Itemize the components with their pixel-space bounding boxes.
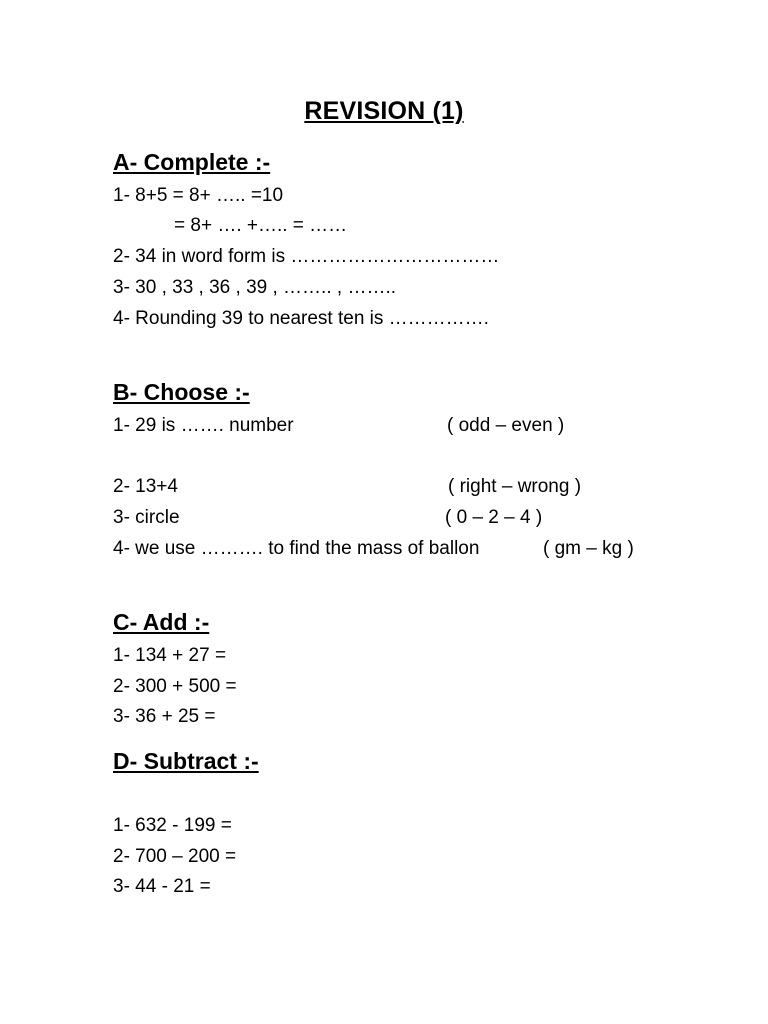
section-b-options-1: ( odd – even ) [447, 415, 565, 436]
section-a-line-2: 2- 34 in word form is …………………………… [113, 246, 500, 267]
section-c-line-1: 1- 134 + 27 = [113, 645, 227, 666]
section-a-line-1-continued: = 8+ …. +….. = …… [174, 215, 348, 236]
page-title: REVISION (1) [304, 97, 464, 125]
section-b-question-4: 4- we use ………. to find the mass of ballon [113, 538, 480, 559]
section-c-line-2: 2- 300 + 500 = [113, 676, 237, 697]
section-b-options-2: ( right – wrong ) [448, 476, 582, 497]
section-b-options-3: ( 0 – 2 – 4 ) [445, 507, 543, 528]
section-b-options-4: ( gm – kg ) [543, 538, 634, 559]
section-a-heading: A- Complete :- [113, 149, 271, 175]
section-a-line-1: 1- 8+5 = 8+ ….. =10 [113, 185, 284, 206]
section-d-line-1: 1- 632 - 199 = [113, 815, 232, 836]
section-b-heading: B- Choose :- [113, 379, 250, 405]
section-d-line-2: 2- 700 – 200 = [113, 846, 237, 867]
section-a-line-3: 3- 30 , 33 , 36 , 39 , …….. , …….. [113, 277, 397, 298]
section-c-heading: C- Add :- [113, 609, 210, 635]
section-b-question-2: 2- 13+4 [113, 476, 178, 497]
section-d-heading: D- Subtract :- [113, 748, 259, 774]
section-b-question-1: 1- 29 is ……. number [113, 415, 294, 436]
section-a-line-4: 4- Rounding 39 to nearest ten is ……………. [113, 308, 489, 329]
section-d-line-3: 3- 44 - 21 = [113, 876, 211, 897]
section-b-question-3: 3- circle [113, 507, 180, 528]
section-c-line-3: 3- 36 + 25 = [113, 706, 216, 727]
